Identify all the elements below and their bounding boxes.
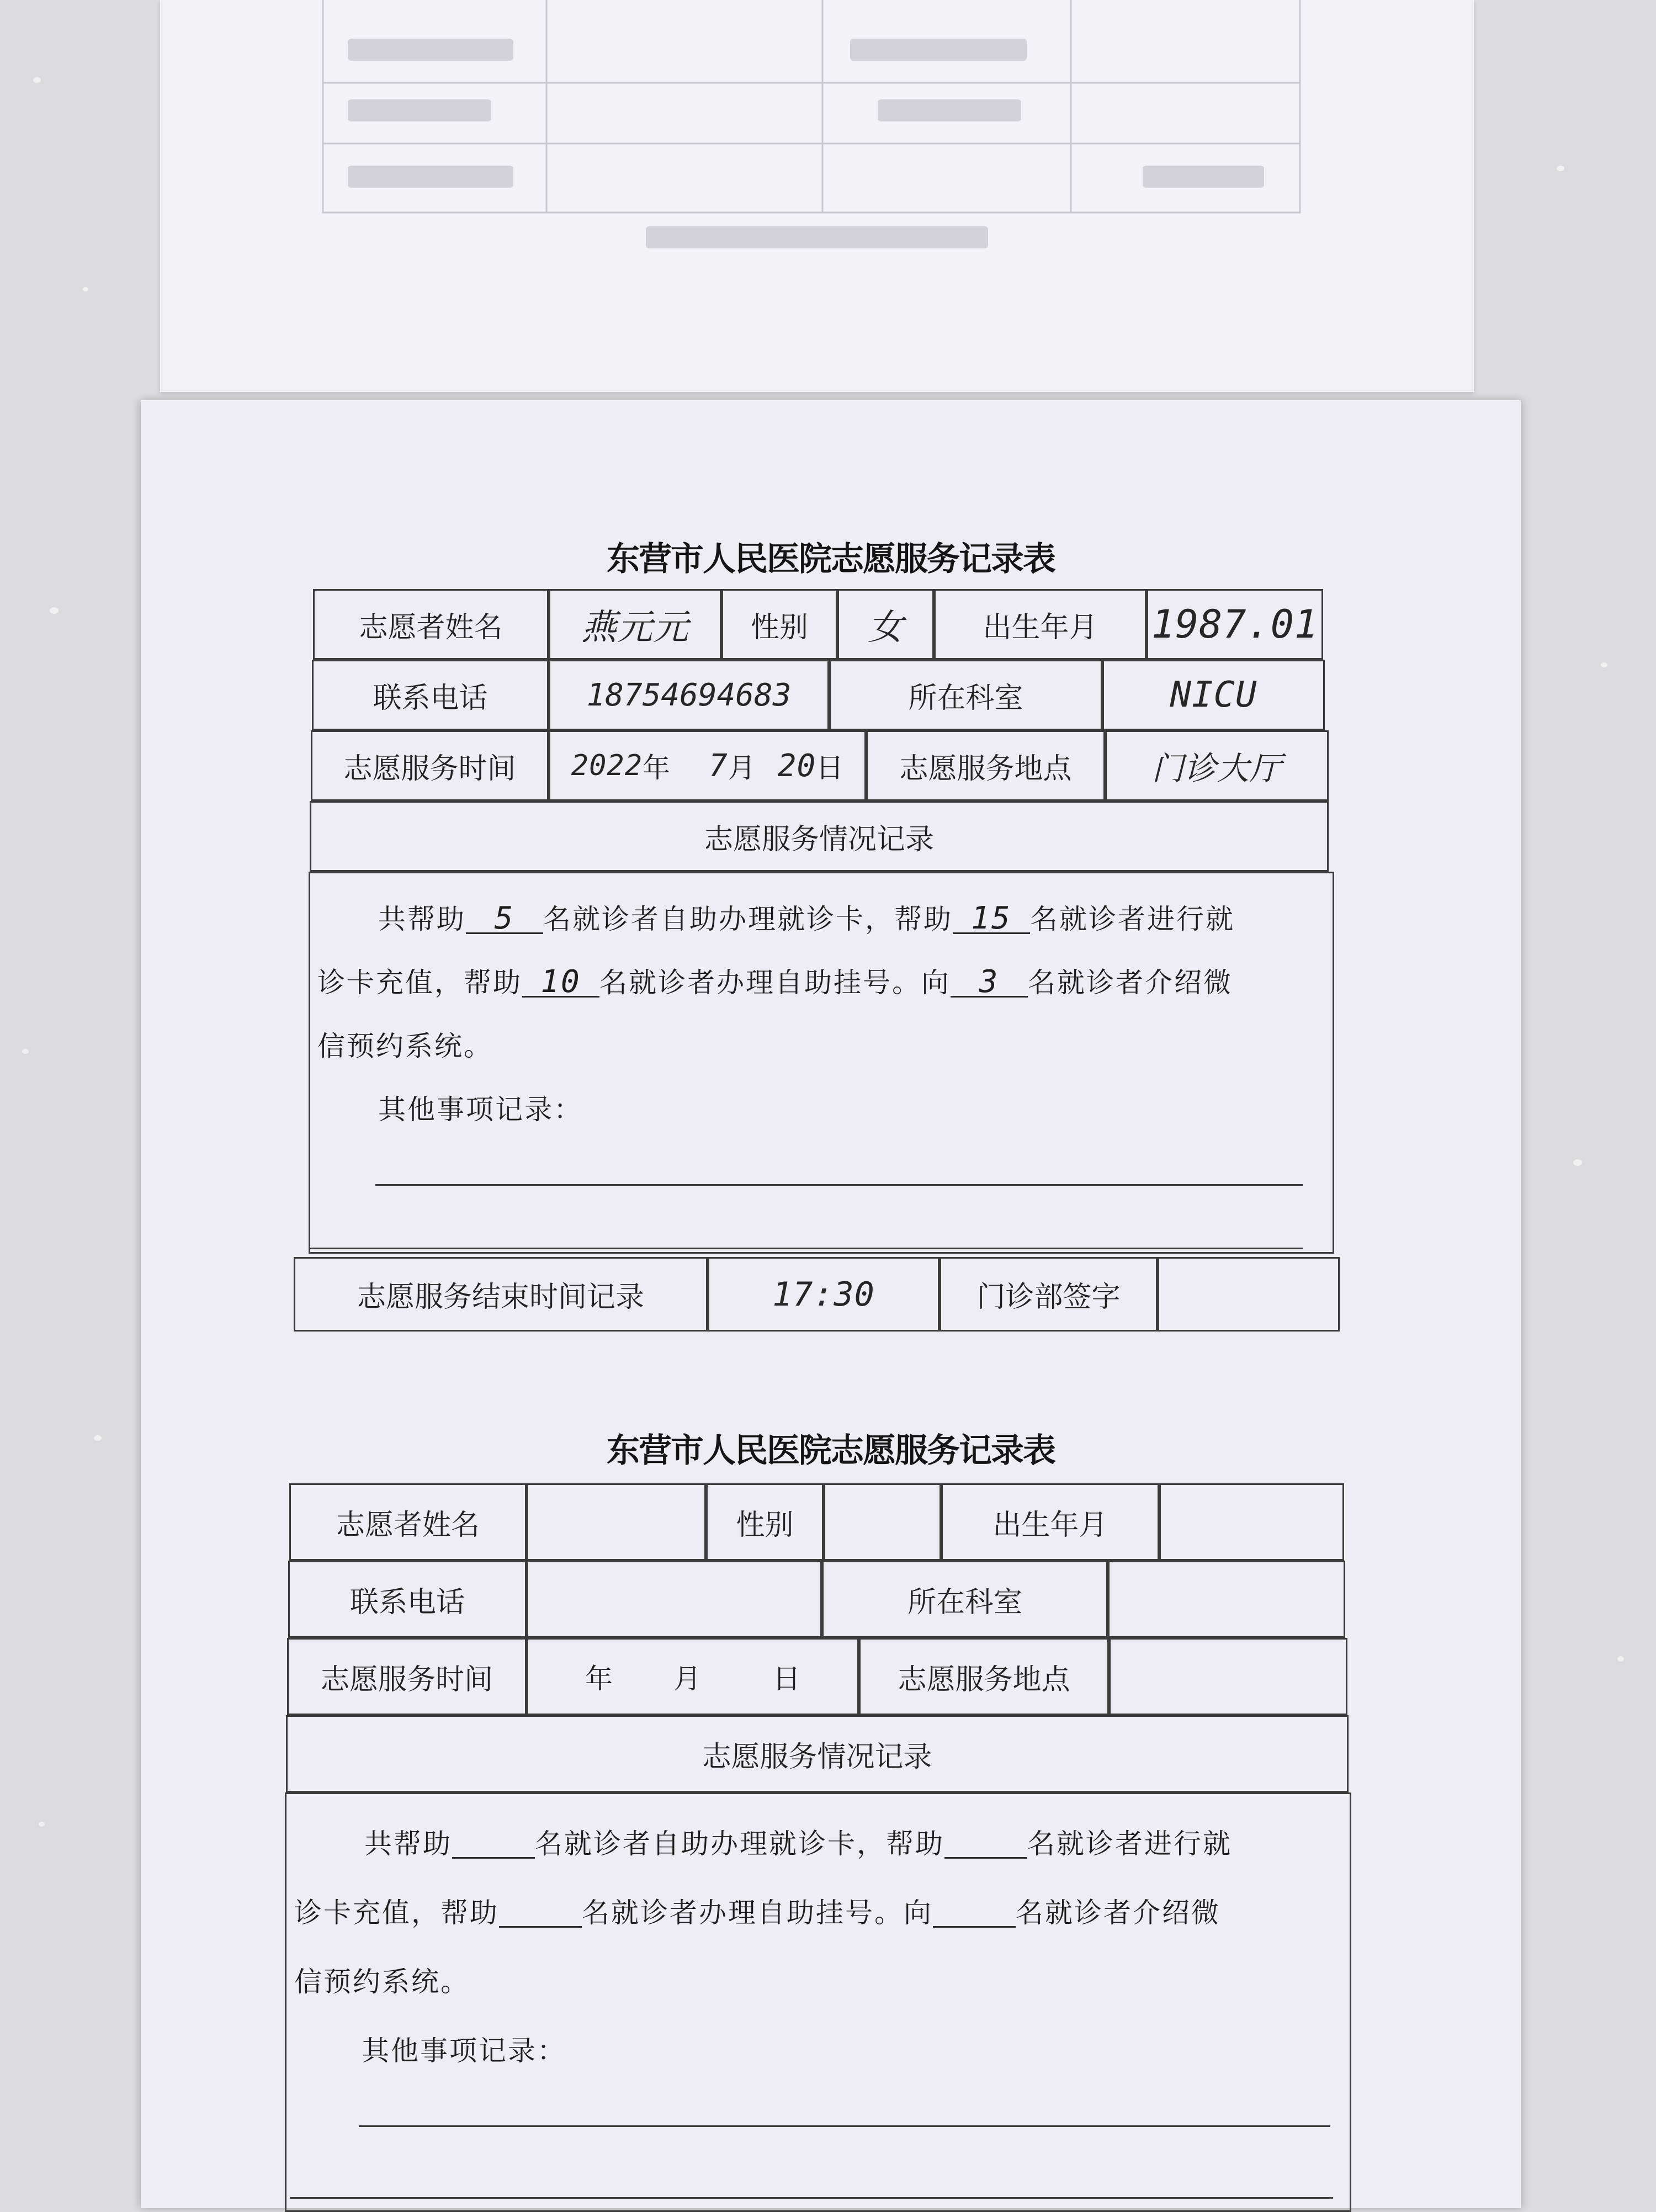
year-unit: 年 [643, 752, 671, 784]
other-rule-2 [309, 1248, 1303, 1249]
filled-form [141, 400, 1521, 1350]
field-name[interactable]: 燕元元 [549, 589, 721, 660]
field-end-time[interactable]: 17:30 [708, 1257, 940, 1332]
field-phone[interactable]: 18754694683 [549, 660, 829, 730]
label-birth: 出生年月 [934, 589, 1147, 660]
form-sheet [141, 400, 1521, 2208]
field-service-place[interactable]: 门诊大厅 [1105, 730, 1329, 801]
other-rule-2-1 [359, 2125, 1330, 2127]
label-department: 所在科室 [829, 660, 1102, 730]
field-birth[interactable]: 1987.01 [1147, 589, 1323, 660]
record-header-2: 志愿服务情况记录 [286, 1715, 1349, 1792]
field-sign[interactable] [1158, 1257, 1340, 1332]
field-birth-2[interactable] [1159, 1483, 1344, 1561]
label-name: 志愿者姓名 [313, 589, 549, 660]
field-name-2[interactable] [527, 1483, 706, 1561]
field-service-date[interactable] [549, 730, 866, 801]
form-title: 东营市人民医院志愿服务记录表 [607, 540, 1055, 579]
label-gender-2: 性别 [706, 1483, 824, 1561]
record-line-2-2: 诊卡充值，帮助 名就诊者办理自助挂号。向 名就诊者介绍微 [294, 1897, 1220, 1929]
record-line-3: 信预约系统。 [317, 1030, 493, 1062]
record-line-1-2: 共帮助 名就诊者自助办理就诊卡，帮助 名就诊者进行就 [364, 1828, 1232, 1860]
label-phone-2: 联系电话 [288, 1561, 527, 1638]
service-day: 20 [777, 747, 816, 784]
record-line-1: 共帮助 5 名就诊者自助办理就诊卡，帮助 15 名就诊者进行就 [378, 900, 1235, 936]
service-year: 2022 [571, 749, 643, 782]
blank-form [141, 1394, 1521, 2208]
other-rule-2-2 [290, 2197, 1333, 2199]
top-sheet [160, 0, 1474, 392]
label-gender: 性别 [721, 589, 837, 660]
record-line-3-2: 信预约系统。 [294, 1966, 470, 1998]
record-line-2: 诊卡充值，帮助 10 名就诊者办理自助挂号。向 3 名就诊者介绍微 [317, 964, 1233, 1000]
other-label: 其他事项记录： [378, 1094, 583, 1126]
service-month: 7 [709, 747, 728, 784]
bleed-through-table [160, 0, 1474, 392]
form-title-2: 东营市人民医院志愿服务记录表 [607, 1431, 1055, 1470]
label-phone: 联系电话 [312, 660, 549, 730]
label-sign: 门诊部签字 [940, 1257, 1158, 1332]
label-name-2: 志愿者姓名 [289, 1483, 527, 1561]
other-rule-1 [375, 1184, 1303, 1186]
month-unit: 月 [728, 752, 756, 784]
field-gender[interactable]: 女 [837, 589, 934, 660]
blank-recharge[interactable]: 15 [953, 905, 1030, 934]
field-service-date-2[interactable]: 年 月 日 [527, 1638, 859, 1715]
blank-wechat[interactable]: 3 [951, 968, 1028, 998]
field-gender-2[interactable] [824, 1483, 941, 1561]
label-birth-2: 出生年月 [941, 1483, 1159, 1561]
field-phone-2[interactable] [527, 1561, 822, 1638]
label-service-place: 志愿服务地点 [866, 730, 1105, 801]
label-department-2: 所在科室 [822, 1561, 1108, 1638]
label-service-time-2: 志愿服务时间 [287, 1638, 527, 1715]
label-service-time: 志愿服务时间 [311, 730, 549, 801]
blank-card[interactable]: 5 [466, 905, 543, 934]
field-department-2[interactable] [1108, 1561, 1345, 1638]
label-service-place-2: 志愿服务地点 [859, 1638, 1109, 1715]
record-header: 志愿服务情况记录 [310, 801, 1329, 872]
other-label-2: 其他事项记录： [362, 2035, 566, 2067]
day-unit: 日 [816, 752, 844, 784]
blank-register[interactable]: 10 [522, 968, 599, 998]
label-end-time: 志愿服务结束时间记录 [294, 1257, 708, 1332]
field-service-place-2[interactable] [1109, 1638, 1347, 1715]
field-department[interactable]: NICU [1102, 660, 1325, 730]
